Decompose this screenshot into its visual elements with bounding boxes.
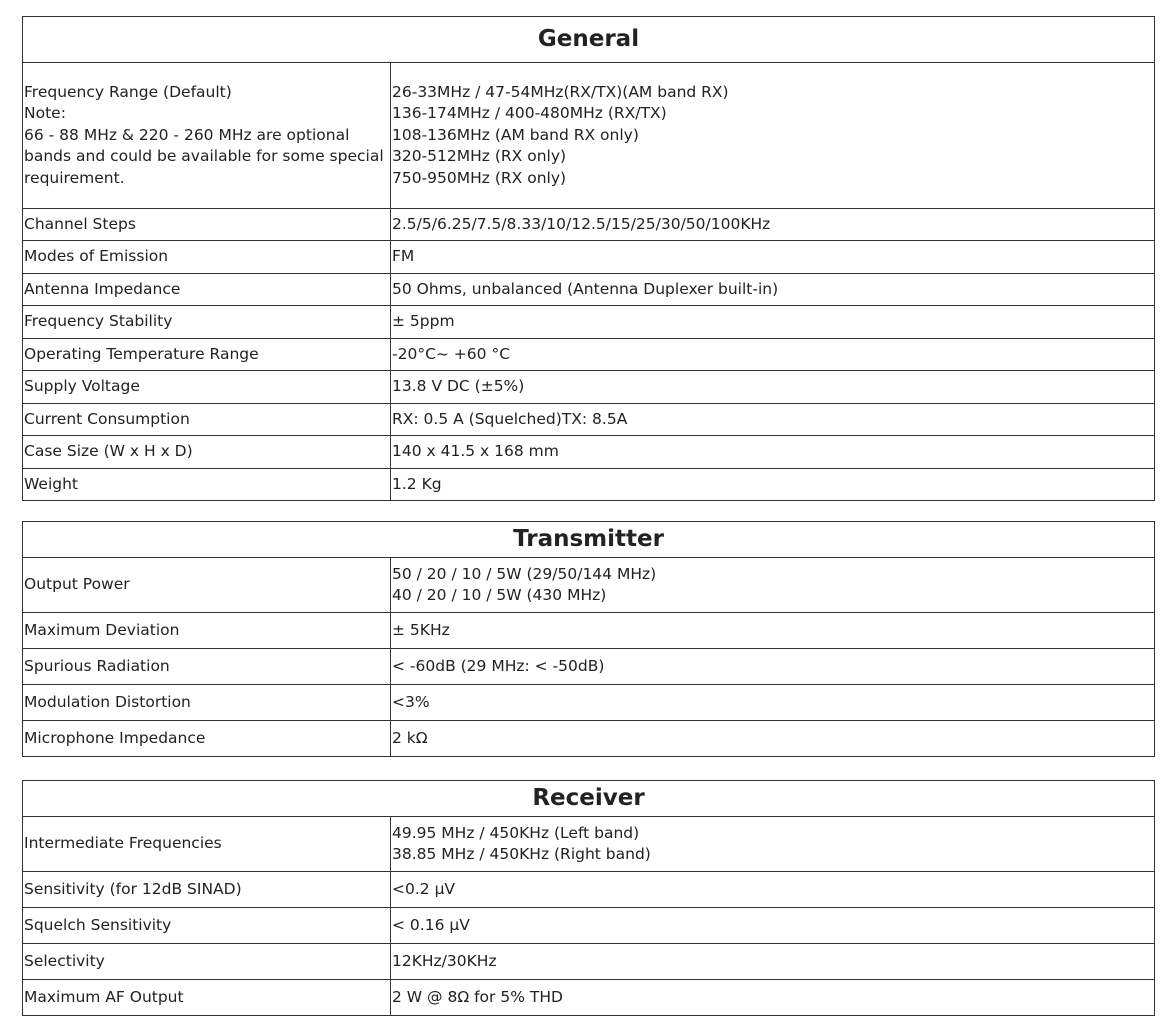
spec-label-line: Note: bbox=[24, 104, 66, 123]
spec-value: FM bbox=[391, 241, 1155, 274]
table-row bbox=[23, 274, 1155, 306]
spec-label: Antenna Impedance bbox=[23, 274, 391, 306]
table-row bbox=[23, 404, 1155, 436]
spec-value: 13.8 V DC (±5%) bbox=[391, 371, 1155, 404]
spec-value-line: 750-950MHz (RX only) bbox=[392, 168, 567, 187]
table-row bbox=[23, 241, 1155, 274]
spec-value: < 0.16 μV bbox=[391, 908, 1155, 944]
table-row bbox=[23, 339, 1155, 371]
spec-value: <0.2 μV bbox=[391, 872, 1155, 908]
spec-value: 50 Ohms, unbalanced (Antenna Duplexer built-in) bbox=[391, 274, 1155, 306]
spec-label: Maximum Deviation bbox=[23, 613, 391, 649]
transmitter-spec-table bbox=[22, 521, 1155, 757]
spec-value-line: 40 / 20 / 10 / 5W (430 MHz) bbox=[392, 586, 607, 604]
spec-value: ± 5KHz bbox=[391, 613, 1155, 649]
spec-value-line: 136-174MHz / 400-480MHz (RX/TX) bbox=[392, 104, 667, 123]
table-row bbox=[23, 436, 1155, 469]
section-header-row bbox=[23, 522, 1155, 558]
spec-value-line: 38.85 MHz / 450KHz (Right band) bbox=[392, 845, 651, 863]
spec-value bbox=[391, 558, 1155, 613]
table-row bbox=[23, 980, 1155, 1016]
table-row bbox=[23, 872, 1155, 908]
section-header-row bbox=[23, 781, 1155, 817]
spec-value bbox=[391, 817, 1155, 872]
table-row bbox=[23, 306, 1155, 339]
spec-value: 140 x 41.5 x 168 mm bbox=[391, 436, 1155, 469]
spec-value-line: 26-33MHz / 47-54MHz(RX/TX)(AM band RX) bbox=[392, 82, 729, 101]
table-row bbox=[23, 649, 1155, 685]
spec-label: Weight bbox=[23, 469, 391, 501]
spec-label: Modulation Distortion bbox=[23, 685, 391, 721]
spec-value-line: 50 / 20 / 10 / 5W (29/50/144 MHz) bbox=[392, 564, 657, 583]
spec-label: Squelch Sensitivity bbox=[23, 908, 391, 944]
table-row bbox=[23, 721, 1155, 757]
spec-value-line: 49.95 MHz / 450KHz (Left band) bbox=[392, 823, 640, 842]
spec-value: 2.5/5/6.25/7.5/8.33/10/12.5/15/25/30/50/100KHz bbox=[391, 209, 1155, 241]
spec-label: Spurious Radiation bbox=[23, 649, 391, 685]
spec-label: Channel Steps bbox=[23, 209, 391, 241]
spec-value: 12KHz/30KHz bbox=[391, 944, 1155, 980]
spec-value-line: 320-512MHz (RX only) bbox=[392, 147, 567, 166]
spec-label: Modes of Emission bbox=[23, 241, 391, 274]
table-row bbox=[23, 209, 1155, 241]
section-title: Receiver bbox=[23, 781, 1155, 817]
spec-label: Microphone Impedance bbox=[23, 721, 391, 757]
section-title: Transmitter bbox=[23, 522, 1155, 558]
spec-label: Sensitivity (for 12dB SINAD) bbox=[23, 872, 391, 908]
spec-label: Selectivity bbox=[23, 944, 391, 980]
spec-label: Operating Temperature Range bbox=[23, 339, 391, 371]
table-row bbox=[23, 685, 1155, 721]
table-row bbox=[23, 817, 1155, 872]
spec-value: 1.2 Kg bbox=[391, 469, 1155, 501]
spec-value bbox=[391, 63, 1155, 209]
spec-value: <3% bbox=[391, 685, 1155, 721]
section-title: General bbox=[23, 17, 1155, 63]
spec-value: 2 kΩ bbox=[391, 721, 1155, 757]
table-row bbox=[23, 558, 1155, 613]
spec-label bbox=[23, 63, 391, 209]
spec-label: Intermediate Frequencies bbox=[23, 817, 391, 872]
section-header-row bbox=[23, 17, 1155, 63]
table-row bbox=[23, 944, 1155, 980]
table-row bbox=[23, 469, 1155, 501]
spec-value-line: 108-136MHz (AM band RX only) bbox=[392, 125, 639, 144]
spec-label: Output Power bbox=[23, 558, 391, 613]
spec-label: Supply Voltage bbox=[23, 371, 391, 404]
spec-value: -20°C~ +60 °C bbox=[391, 339, 1155, 371]
spec-label: Maximum AF Output bbox=[23, 980, 391, 1016]
spec-value: < -60dB (29 MHz: < -50dB) bbox=[391, 649, 1155, 685]
spec-label-line: 66 - 88 MHz & 220 - 260 MHz are optional bbox=[24, 125, 350, 144]
table-row bbox=[23, 908, 1155, 944]
general-spec-table bbox=[22, 16, 1155, 501]
spec-label: Current Consumption bbox=[23, 404, 391, 436]
spec-value: RX: 0.5 A (Squelched)TX: 8.5A bbox=[391, 404, 1155, 436]
table-row bbox=[23, 613, 1155, 649]
table-row bbox=[23, 63, 1155, 209]
table-row bbox=[23, 371, 1155, 404]
receiver-spec-table bbox=[22, 780, 1155, 1016]
spec-label: Frequency Stability bbox=[23, 306, 391, 339]
spec-label-line: bands and could be available for some special bbox=[24, 147, 384, 166]
spec-label-line: Frequency Range (Default) bbox=[24, 82, 232, 101]
spec-value: 2 W @ 8Ω for 5% THD bbox=[391, 980, 1155, 1016]
spec-label-line: requirement. bbox=[24, 168, 125, 187]
spec-label: Case Size (W x H x D) bbox=[23, 436, 391, 469]
spec-value: ± 5ppm bbox=[391, 306, 1155, 339]
